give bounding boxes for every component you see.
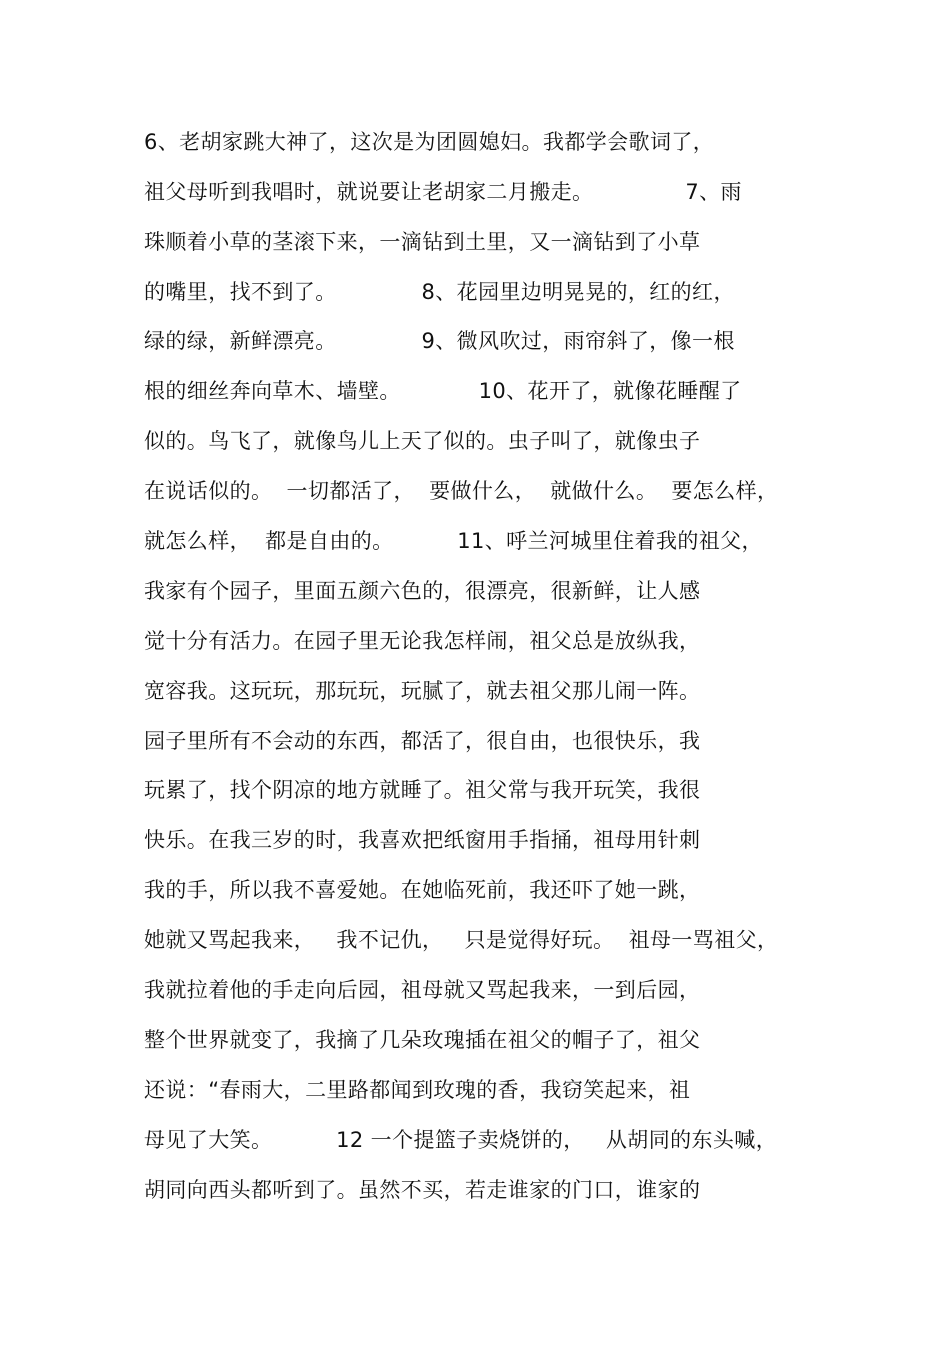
text-line: 6、老胡家跳大神了，这次是为团圆媳妇。我都学会歌词了， (144, 130, 715, 154)
text-line: 在说话似的。 一切都活了， 要做什么， 就做什么。 要怎么样， (144, 479, 779, 503)
text-line: 玩累了，找个阴凉的地方就睡了。祖父常与我开玩笑，我很 (144, 778, 701, 802)
text-line: 园子里所有不会动的东西，都活了，很自由，也很快乐，我 (144, 729, 701, 753)
text-line: 我家有个园子，里面五颜六色的，很漂亮，很新鲜，让人感 (144, 579, 701, 603)
text-line: 还说：“春雨大，二里路都闻到玫瑰的香，我窃笑起来，祖 (144, 1078, 691, 1102)
text-line: 祖父母听到我唱时，就说要让老胡家二月搬走。 7、雨 (144, 180, 742, 204)
text-line: 的嘴里，找不到了。 8、花园里边明晃晃的，红的红， (144, 280, 735, 304)
text-line: 我的手，所以我不喜爱她。在她临死前，我还吓了她一跳， (144, 878, 701, 902)
text-line: 绿的绿，新鲜漂亮。 9、微风吹过，雨帘斜了，像一根 (144, 329, 735, 353)
text-line: 母见了大笑。 12 一个提篮子卖烧饼的， 从胡同的东头喊， (144, 1128, 778, 1152)
text-line: 似的。鸟飞了，就像鸟儿上天了似的。虫子叫了，就像虫子 (144, 429, 701, 453)
text-line: 珠顺着小草的茎滚下来，一滴钻到土里，又一滴钻到了小草 (144, 230, 701, 254)
text-line: 根的细丝奔向草木、墙壁。 10、花开了，就像花睡醒了 (144, 379, 742, 403)
text-line: 她就又骂起我来， 我不记仇， 只是觉得好玩。 祖母一骂祖父， (144, 928, 779, 952)
text-line: 胡同向西头都听到了。虽然不买，若走谁家的门口，谁家的 (144, 1178, 701, 1202)
text-line: 快乐。在我三岁的时，我喜欢把纸窗用手指捅，祖母用针刺 (144, 828, 701, 852)
text-line: 我就拉着他的手走向后园，祖母就又骂起我来，一到后园， (144, 978, 701, 1002)
text-line: 觉十分有活力。在园子里无论我怎样闹，祖父总是放纵我， (144, 629, 701, 653)
text-line: 宽容我。这玩玩，那玩玩，玩腻了，就去祖父那儿闹一阵。 (144, 679, 701, 703)
text-line: 整个世界就变了，我摘了几朵玫瑰插在祖父的帽子了，祖父 (144, 1028, 701, 1052)
text-line: 就怎么样， 都是自由的。 11、呼兰河城里住着我的祖父， (144, 529, 763, 553)
